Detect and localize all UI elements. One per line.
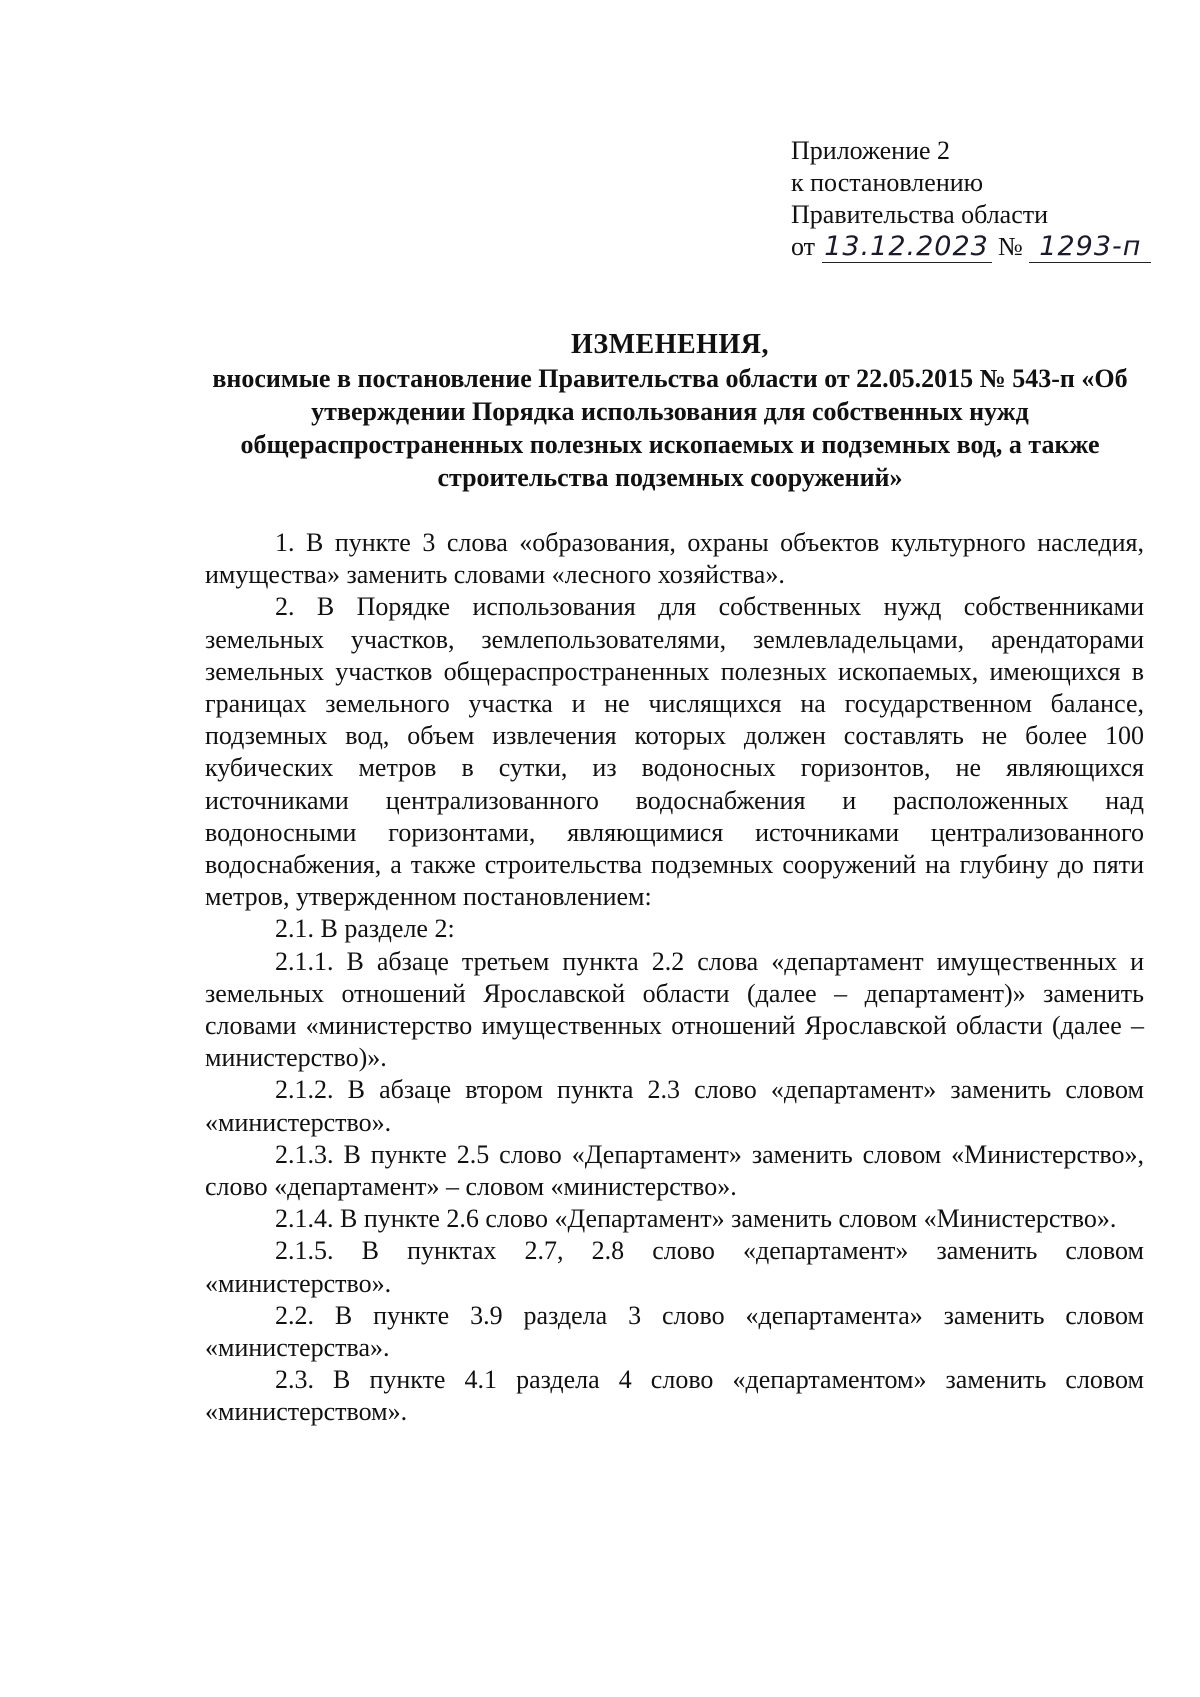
number-sign: № bbox=[998, 232, 1023, 261]
handwritten-number: 1293-п bbox=[1029, 232, 1151, 263]
paragraph-2-1-5: 2.1.5. В пунктах 2.7, 2.8 слово «департамент» заменить словом «министерство». bbox=[205, 1236, 1144, 1298]
handwritten-date: 13.12.2023 bbox=[822, 232, 992, 263]
appendix-line-3: Правительства области bbox=[791, 200, 1049, 229]
appendix-line-1: Приложение 2 bbox=[791, 136, 951, 165]
title-main: ИЗМЕНЕНИЯ, bbox=[571, 329, 769, 360]
paragraph-2-2: 2.2. В пункте 3.9 раздела 3 слово «департамента» заменить словом «министерства». bbox=[205, 1300, 1144, 1363]
title-subtitle: вносимые в постановление Правительства области от 22.05.2015 № 543-п «Об утверждении Порядка использования для собственных нужд общераспространенных полезных ископаемых и подземных вод, а также строительства подземных сооружений» bbox=[212, 364, 1128, 492]
paragraph-2-1: 2.1. В разделе 2: bbox=[275, 914, 455, 944]
appendix-block bbox=[791, 135, 1151, 263]
paragraph-2-1-2: 2.1.2. В абзаце втором пункта 2.3 слово «департамент» заменить словом «министерство». bbox=[205, 1075, 1144, 1137]
document-body bbox=[205, 527, 1144, 1429]
paragraph-2-3: 2.3. В пункте 4.1 раздела 4 слово «департаментом» заменить словом «министерством». bbox=[205, 1365, 1144, 1427]
paragraph-1: 1. В пункте 3 слова «образования, охраны объектов культурного наследия, имущества» заменить словами «лесного хозяйства». bbox=[205, 528, 1144, 590]
paragraph-2: 2. В Порядке использования для собственных нужд собственниками земельных участков, землепользователями, землевладельцами, арендаторами земельных участков общераспространенных полезных ископаемых, имеющихся в границах земельного участка и не числящихся на государственном балансе, подземных вод, объем извлечения которых должен составлять не более 100 кубических метров в сутки, из водоносных горизонтов, не являющихся источниками централизованного водоснабжения и расположенных над водоносными горизонтами, являющимися источниками централизованного водоснабжения, а также строительства подземных сооружений на глубину до пяти метров, утвержденном постановлением: bbox=[205, 592, 1144, 912]
document-title bbox=[200, 328, 1140, 494]
from-label: от bbox=[791, 232, 816, 261]
paragraph-2-1-3: 2.1.3. В пункте 2.5 слово «Департамент» заменить словом «Министерство», слово «департамент» – словом «министерство». bbox=[205, 1139, 1144, 1202]
paragraph-2-1-1: 2.1.1. В абзаце третьем пункта 2.2 слова «департамент имущественных и земельных отношений Ярославской области (далее – департамент)» заменить словами «министерство имущественных отношений Ярославской области (далее – министерство)». bbox=[205, 946, 1144, 1073]
paragraph-2-1-4: 2.1.4. В пункте 2.6 слово «Департамент» заменить словом «Министерство». bbox=[275, 1204, 1117, 1234]
appendix-line-2: к постановлению bbox=[791, 168, 984, 197]
appendix-date-line bbox=[791, 231, 1151, 263]
